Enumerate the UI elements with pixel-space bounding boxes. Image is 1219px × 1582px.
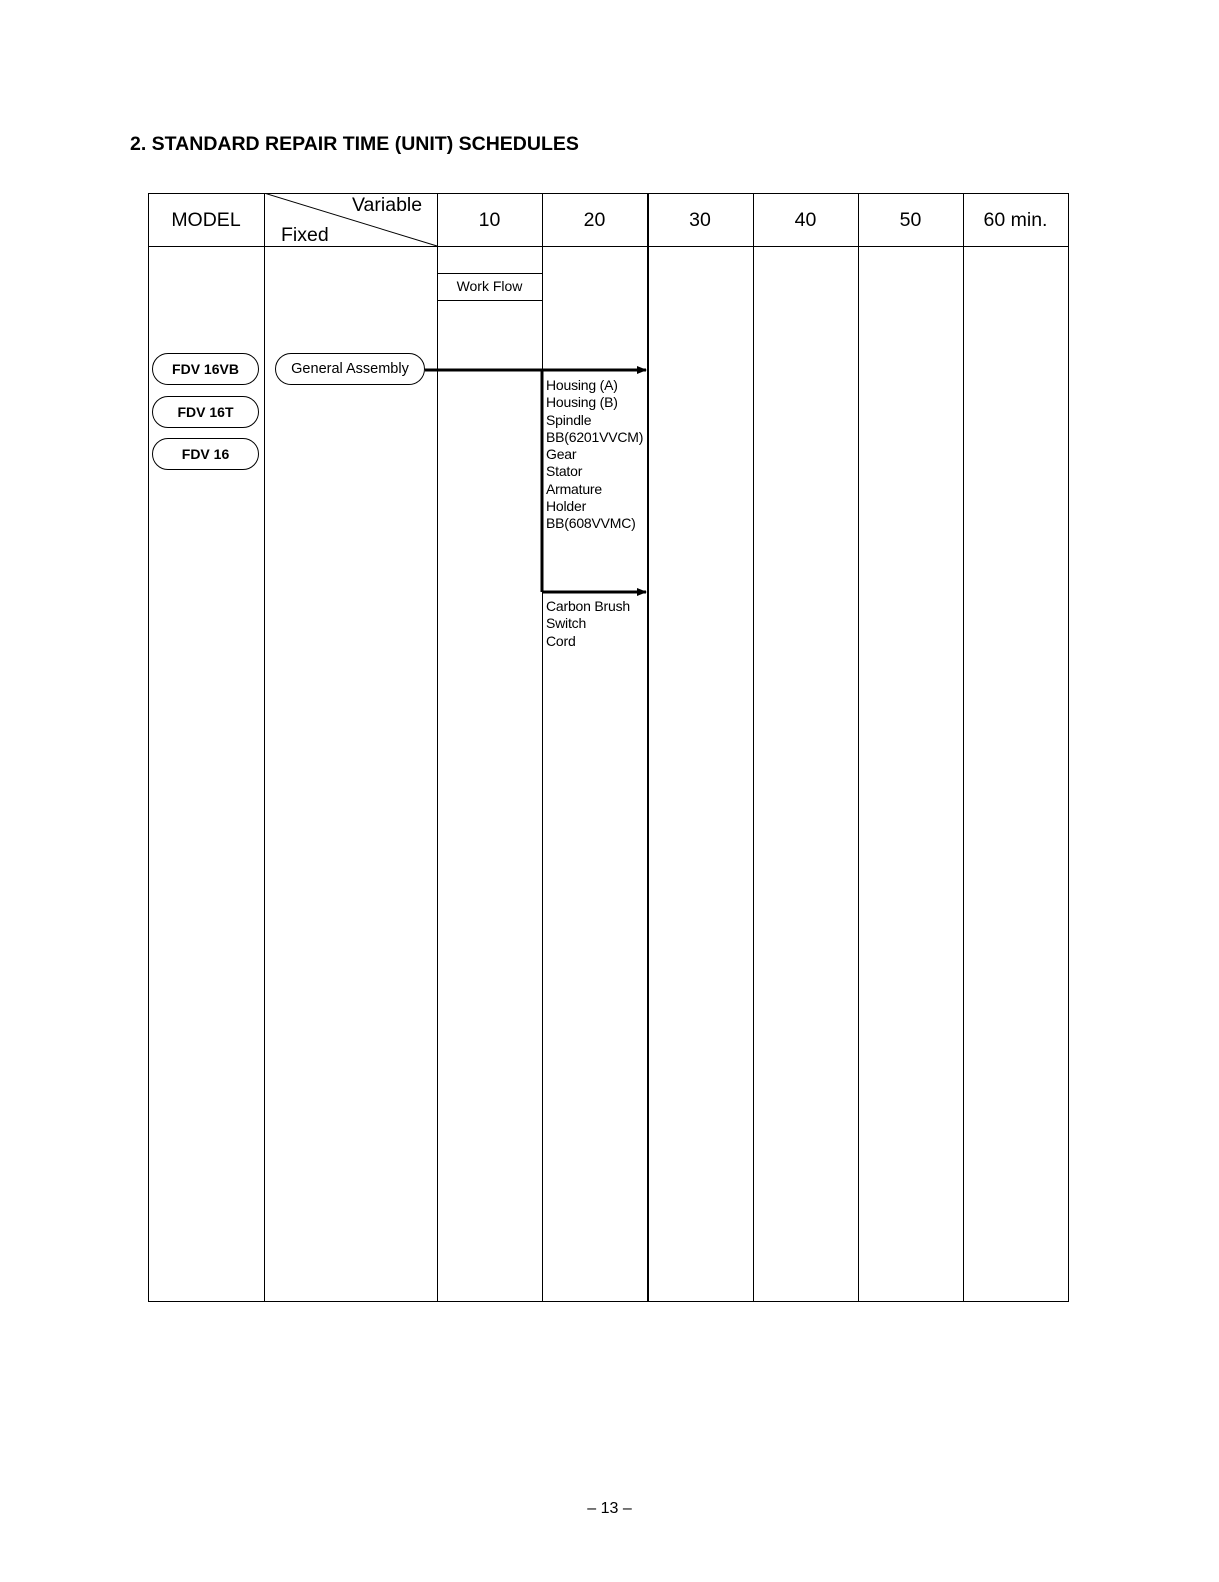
header-time-20: 20 — [583, 209, 606, 231]
part-item: Cord — [546, 632, 576, 649]
part-item: BB(6201VVCM) — [546, 428, 644, 445]
part-item: Housing (A) — [546, 377, 618, 393]
column-line — [858, 193, 859, 1301]
part-item: Gear — [546, 446, 577, 463]
column-line — [148, 193, 149, 1301]
legend-bottom-line — [437, 300, 542, 301]
work-flow-label: Work Flow — [456, 278, 523, 294]
legend-top-line — [437, 273, 542, 274]
part-item: BB(608VVMC) — [546, 515, 636, 532]
header-time-50: 50 — [899, 209, 922, 231]
part-item: Stator — [546, 463, 583, 480]
part-item: Carbon Brush — [546, 598, 630, 614]
page-title: 2. STANDARD REPAIR TIME (UNIT) SCHEDULES — [130, 133, 579, 155]
model-pill: FDV 16VB — [152, 353, 259, 385]
header-time-10: 10 — [478, 209, 501, 231]
table-bottom-border — [148, 1301, 1069, 1302]
header-time-30: 30 — [689, 209, 711, 231]
header-time-40: 40 — [794, 209, 817, 231]
header-time-60: 60 min. — [983, 209, 1048, 231]
part-item: Spindle — [546, 411, 592, 428]
general-assembly-pill: General Assembly — [275, 353, 425, 385]
part-item: Holder — [546, 498, 587, 515]
part-item: Housing (B) — [546, 394, 618, 411]
column-line — [963, 193, 964, 1301]
model-pill: FDV 16 — [152, 438, 259, 470]
header-fixed: Fixed — [281, 224, 329, 246]
column-line — [1068, 193, 1069, 1301]
parts-group-2 — [546, 598, 630, 650]
page-number: – 13 – — [587, 1500, 632, 1517]
header-variable: Variable — [352, 194, 423, 216]
part-item: Switch — [546, 615, 587, 632]
column-line — [753, 193, 754, 1301]
model-pill: FDV 16T — [152, 396, 259, 428]
part-item: Armature — [546, 480, 602, 497]
parts-group-1 — [546, 377, 643, 533]
column-line — [264, 193, 265, 1301]
header-model: MODEL — [171, 209, 241, 231]
